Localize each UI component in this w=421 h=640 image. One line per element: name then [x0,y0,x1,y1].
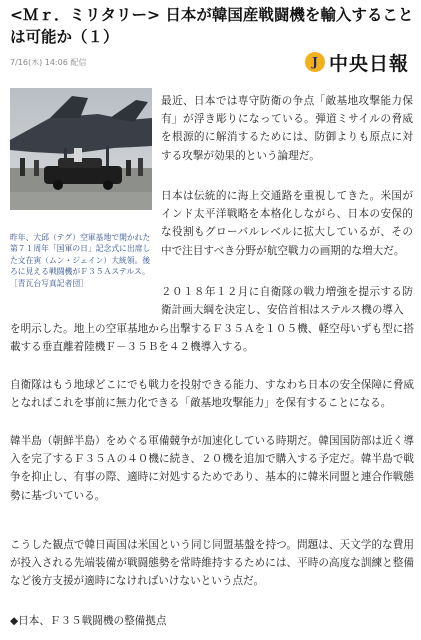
paragraph-6: こうした観点で韓日両国は米国という同じ同盟基盤を持つ。問題は、天文学的な費用が投入される先端装備が戦闘態勢を常時維持するためには、平時の高度な訓練と整備など後方支援が適時になければいけないという点だ。 [10,539,414,588]
section-heading: ◆日本、Ｆ３５戦闘機の整備拠点 [10,615,167,627]
paragraph-4: 自衛隊はもう地球どこにでも戦力を投射できる能力、すなわち日本の安全保障に脅威となればこれを事前に無力化できる「敵基地攻撃能力」を保有することになる。 [10,379,414,410]
photo-illustration [10,88,152,210]
joongang-logo-icon: J [305,52,325,72]
paragraph-3-continued: を明示した。地上の空軍基地から出撃するＦ３５Ａを１０５機、軽空母いずも型に搭載する垂直離着陸機Ｆ－３５Ｂを４２機導入する。 [10,323,414,354]
publisher-name: 中央日報 [329,52,410,75]
paragraph-5: 韓半島（朝鮮半島）をめぐる軍備競争が加速化している時期だ。韓国国防部は近く導入を完了するＦ３５Ａの４０機に続き、２０機を追加で購入する予定だ。韓半島で戦争を抑止し、有事の際、適時に対処するためであり、基本的に韓米同盟と連合作戦態勢に基づいている。 [10,435,414,502]
paragraph-1: 最近、日本では専守防衛の争点「敵基地攻撃能力保有」が浮き彫りになっている。弾道ミサイルの脅威を根源的に解消するためには、防御よりも原点に対する攻撃が効果的という論理だ。 [161,95,413,162]
publish-date: 7/16(木) 14:06 配信 [10,58,87,67]
article-photo[interactable] [10,88,152,210]
photo-caption: 昨年、大邱（テグ）空軍基地で開かれた第７１周年「国軍の日」記念式に出席した文在寅（ムン・ジェイン）大統領。後ろに見える戦闘機がＦ３５Ａステルス。［青瓦台写真記者団］ [10,233,151,288]
paragraph-3-start: ２０１８年１２月に自衛隊の戦力増強を提示する防衛計画大綱を決定し、安倍首相はステルス機の導入 [161,286,413,317]
article-headline: <Ｍｒ．ミリタリー> 日本が韓国産戦闘機を輸入することは可能か（１） [10,6,414,46]
publisher-logo[interactable] [305,50,409,74]
paragraph-2: 日本は伝統的に海上交通路を重視してきた。米国がインド太平洋戦略を本格化しながら、日本の安保的な役割もグローバルレベルに拡大しているが、その中で注目すべき分野が航空戦力の画期的な増大だ。 [161,190,413,257]
